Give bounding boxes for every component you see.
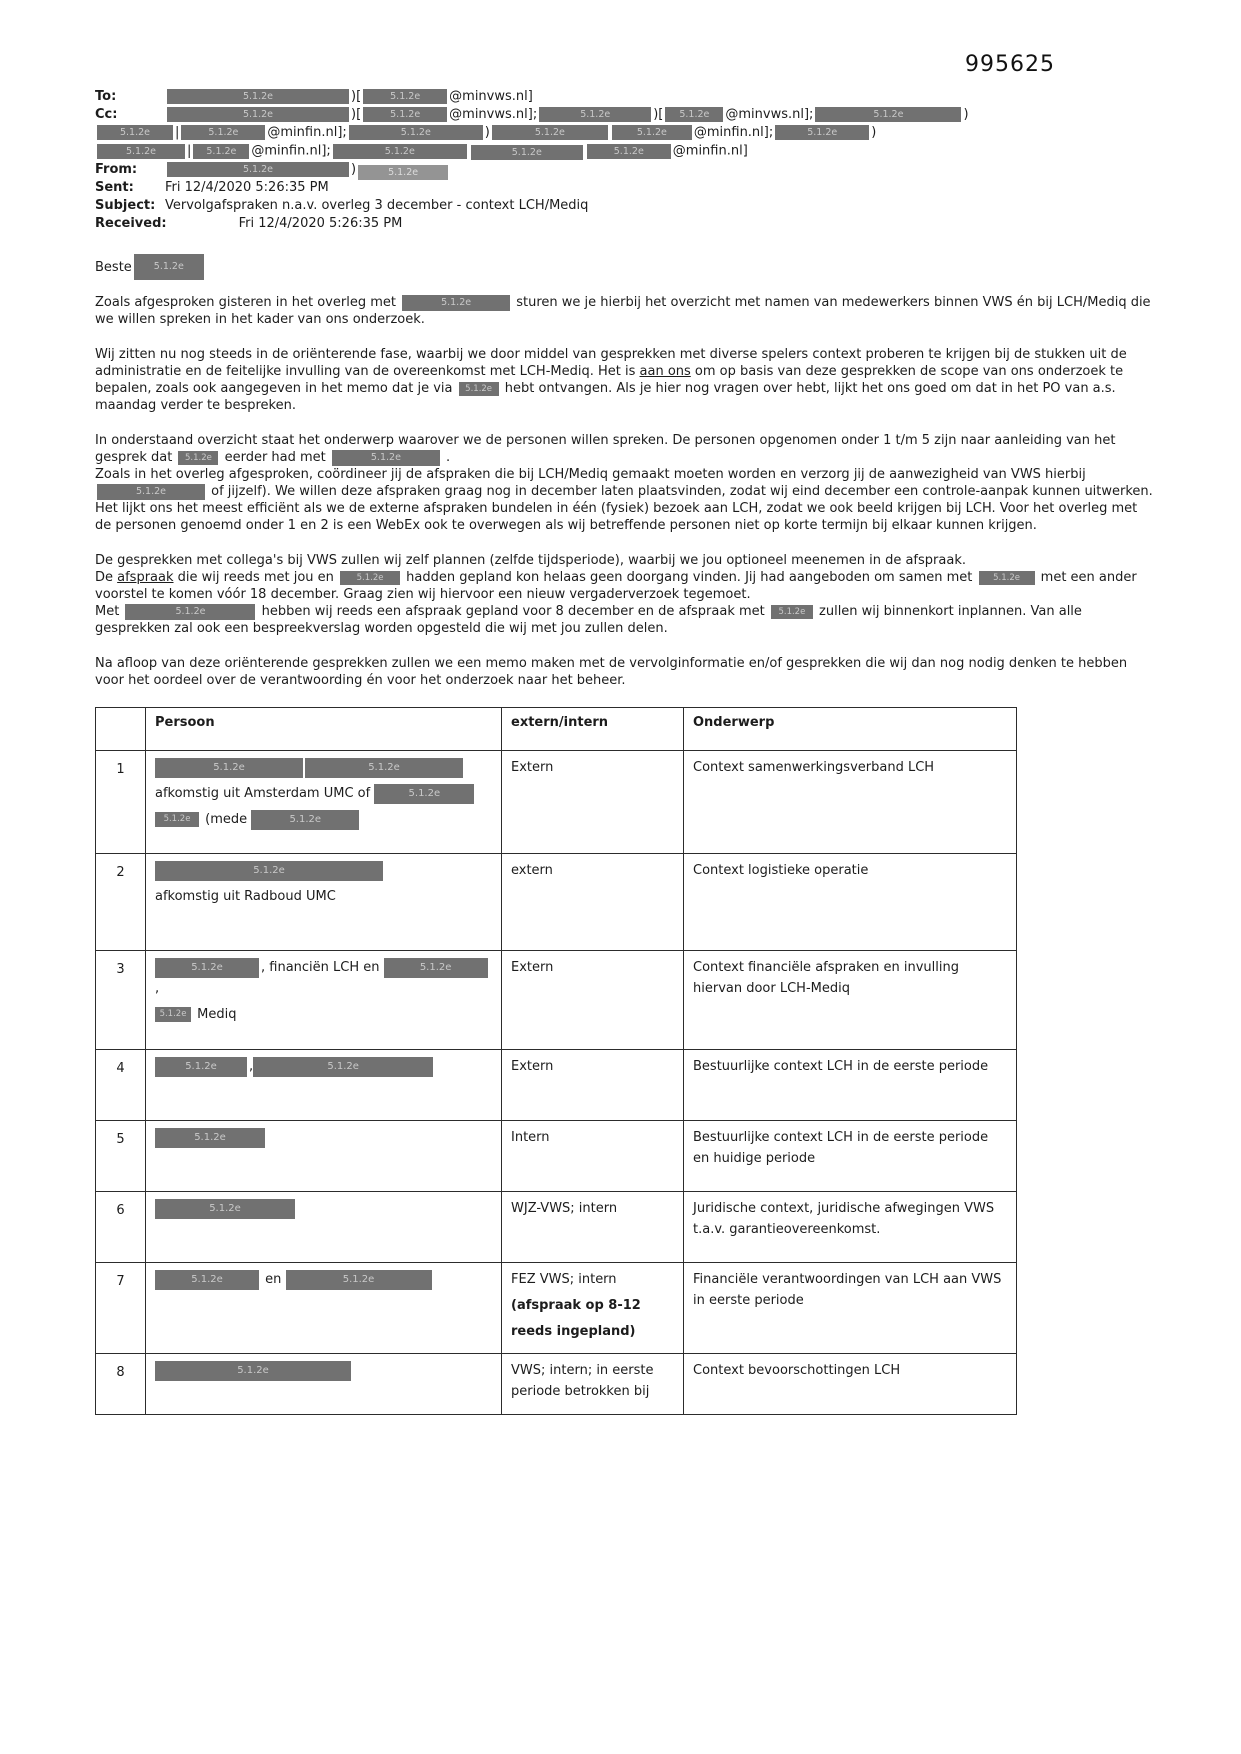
row-number-cell: 4: [96, 1050, 146, 1121]
table-row: [96, 1354, 1017, 1415]
text-fragment: ): [351, 162, 357, 177]
redaction-box: 5.1.2e: [167, 89, 349, 104]
extern-intern-cell: [502, 1050, 684, 1121]
text-fragment: De: [95, 570, 118, 585]
column-header-persoon: Persoon: [146, 708, 502, 751]
text-fragment: Bestuurlijke context LCH in de eerste periode en huidige periode: [693, 1130, 989, 1166]
text-fragment: In onderstaand overzicht staat het onderwerp waarover we de personen willen spreken. De personen opgenomen onder 1 t/m 5 zijn naar aanleiding van het gesprek dat: [95, 433, 1116, 465]
cell-line: [155, 1269, 492, 1290]
text-fragment: @minvws.nl];: [449, 107, 538, 122]
cell-line: [511, 1321, 674, 1342]
text-fragment: Context logistieke operatie: [693, 863, 869, 878]
text-fragment: @minfin.nl];: [251, 143, 331, 159]
subject-label: Subject:: [95, 198, 156, 213]
to-value: [165, 88, 1157, 105]
onderwerp-cell: [684, 751, 1017, 854]
onderwerp-cell: [684, 1050, 1017, 1121]
cc-label: Cc:: [95, 107, 118, 122]
overview-table: [95, 707, 1017, 1415]
text-fragment: zullen wij binnenkort inplannen. Van alle gesprekken zal ook een bespreekverslag worden opgesteld die wij met jou zullen delen.: [95, 604, 1082, 636]
redaction-box: 5.1.2e: [492, 125, 608, 140]
email-header: [95, 88, 1157, 232]
redaction-box: 5.1.2e: [155, 1057, 247, 1077]
text-fragment: .: [441, 450, 451, 465]
persoon-cell: [146, 1121, 502, 1192]
header-row-sent: [95, 179, 1157, 196]
redaction-box: 5.1.2e: [155, 812, 199, 827]
row-number-cell: 7: [96, 1263, 146, 1354]
redaction-box: 5.1.2e: [97, 484, 205, 500]
redaction-box: 5.1.2e: [979, 571, 1035, 585]
extern-intern-cell: [502, 751, 684, 854]
text-fragment: ,: [249, 1059, 254, 1074]
cell-line: [511, 1056, 674, 1077]
header-row-to: [95, 88, 1157, 105]
text-fragment: |: [175, 125, 180, 140]
text-fragment: @minvws.nl]: [449, 89, 533, 104]
row-number-cell: 6: [96, 1192, 146, 1263]
text-fragment: VWS; intern; in eerste periode betrokken bij: [511, 1363, 654, 1399]
persoon-cell: [146, 1050, 502, 1121]
text-fragment: Mediq: [193, 1007, 237, 1022]
text-fragment: )[: [351, 107, 362, 122]
redaction-box: 5.1.2e: [155, 1007, 191, 1022]
extern-intern-cell: [502, 854, 684, 951]
redaction-box: 5.1.2e: [459, 382, 499, 396]
text-fragment: )[: [653, 107, 664, 122]
table-row: [96, 854, 1017, 951]
text-fragment: @minvws.nl];: [725, 107, 814, 122]
cell-line: [155, 1127, 492, 1148]
text-fragment: Beste: [95, 260, 132, 275]
to-label: To:: [95, 89, 117, 104]
cell-line: [693, 1360, 1007, 1381]
redaction-box: 5.1.2e: [402, 295, 510, 311]
text-fragment: ): [484, 125, 490, 140]
column-header-number: [96, 708, 146, 751]
redaction-box: 5.1.2e: [134, 254, 204, 280]
text-fragment: WJZ-VWS; intern: [511, 1201, 618, 1216]
text-fragment: afkomstig uit Amsterdam UMC of: [155, 786, 375, 801]
redaction-box: 5.1.2e: [775, 125, 869, 140]
cell-line: [155, 783, 492, 804]
cell-line: [511, 1295, 674, 1316]
row-number-cell: 2: [96, 854, 146, 951]
table-row: [96, 1121, 1017, 1192]
redaction-box: 5.1.2e: [251, 810, 359, 830]
subject-value: [165, 197, 1157, 214]
extern-intern-cell: [502, 1121, 684, 1192]
redaction-box: 5.1.2e: [193, 144, 249, 159]
column-header-extern-intern: extern/intern: [502, 708, 684, 751]
text-fragment: hebt ontvangen. Als je hier nog vragen over hebt, lijkt het ons goed om dat in het PO van a.s. maandag verder te bespreken.: [95, 381, 1116, 413]
text-fragment: @minfin.nl];: [267, 125, 347, 140]
text-fragment: reeds ingepland): [511, 1324, 636, 1339]
overview-table-body: [96, 751, 1017, 1415]
cell-line: [693, 1198, 1007, 1240]
cell-line: [155, 1360, 492, 1381]
cc-value-continued: [95, 142, 1157, 160]
onderwerp-cell: [684, 1121, 1017, 1192]
salutation: [95, 254, 1157, 280]
persoon-cell: [146, 854, 502, 951]
text-fragment: Intern: [511, 1130, 550, 1145]
cell-line: [693, 757, 1007, 778]
text-fragment: Met: [95, 604, 124, 619]
text-fragment: Vervolgafspraken n.a.v. overleg 3 december - context LCH/Mediq: [165, 198, 589, 213]
text-fragment: eerder had met: [220, 450, 330, 465]
text-fragment: Financiële verantwoordingen van LCH aan VWS in eerste periode: [693, 1272, 1002, 1308]
header-row-cc-continued: [95, 142, 1157, 160]
table-row: [96, 751, 1017, 854]
text-fragment: afspraak: [117, 570, 174, 585]
text-fragment: en: [261, 1272, 286, 1287]
cell-line: [155, 757, 492, 778]
onderwerp-cell: [684, 1354, 1017, 1415]
text-fragment: aan ons: [639, 364, 691, 379]
text-fragment: Bestuurlijke context LCH in de eerste periode: [693, 1059, 989, 1074]
text-fragment: Juridische context, juridische afwegingen VWS t.a.v. garantieovereenkomst.: [693, 1201, 995, 1237]
redaction-box: 5.1.2e: [363, 107, 447, 122]
cell-line: [693, 860, 1007, 881]
extern-intern-cell: [502, 1192, 684, 1263]
onderwerp-cell: [684, 951, 1017, 1050]
table-header-row: [96, 708, 1017, 751]
table-row: [96, 1050, 1017, 1121]
redaction-box: 5.1.2e: [771, 605, 813, 619]
redaction-box: 5.1.2e: [97, 125, 173, 140]
cell-line: [155, 886, 492, 907]
text-fragment: )[: [351, 89, 362, 104]
text-fragment: Na afloop van deze oriënterende gesprekken zullen we een memo maken met de vervolginformatie en/of gesprekken die wij dan nog nodig denken te hebben voor het oordeel over de verantwoording én voor het onderzoek naar het beheer.: [95, 656, 1128, 688]
redaction-box: 5.1.2e: [363, 89, 447, 104]
text-fragment: Zoals in het overleg afgesproken, coördineer jij de afspraken die bij LCH/Mediq gemaakt moeten worden en verzorg jij de aanwezigheid van VWS hierbij: [95, 467, 1086, 482]
persoon-cell: [146, 1192, 502, 1263]
table-row: [96, 951, 1017, 1050]
paragraph-memo-followup: [95, 655, 1157, 689]
text-fragment: Context bevoorschottingen LCH: [693, 1363, 901, 1378]
received-value: [167, 215, 1157, 232]
text-fragment: hadden gepland kon helaas geen doorgang vinden. Jij had aangeboden om samen met: [402, 570, 977, 585]
cell-line: [511, 1127, 674, 1148]
redaction-box: 5.1.2e: [305, 758, 463, 778]
header-row-received: [95, 215, 1157, 232]
persoon-cell: [146, 751, 502, 854]
header-row-from: [95, 161, 1157, 178]
cc-value: [165, 106, 1157, 123]
row-number-cell: 1: [96, 751, 146, 854]
redaction-box: 5.1.2e: [374, 784, 474, 804]
redaction-box: 5.1.2e: [155, 1128, 265, 1148]
text-fragment: Context financiële afspraken en invulling hiervan door LCH-Mediq: [693, 960, 959, 996]
sent-value: [165, 179, 1157, 196]
redaction-box: 5.1.2e: [155, 861, 383, 881]
text-fragment: (afspraak op 8-12: [511, 1298, 641, 1313]
from-value: [165, 161, 1157, 178]
redaction-box: 5.1.2e: [167, 107, 349, 122]
row-number-cell: 5: [96, 1121, 146, 1192]
row-number-cell: 8: [96, 1354, 146, 1415]
cell-line: [511, 957, 674, 978]
text-fragment: Context samenwerkingsverband LCH: [693, 760, 935, 775]
redaction-box: 5.1.2e: [587, 144, 671, 159]
cell-line: [155, 1198, 492, 1219]
column-header-onderwerp: Onderwerp: [684, 708, 1017, 751]
redaction-box: 5.1.2e: [333, 144, 467, 159]
onderwerp-cell: [684, 1192, 1017, 1263]
redaction-box: 5.1.2e: [125, 604, 255, 620]
cell-line: [693, 1127, 1007, 1169]
text-fragment: met een ander voorstel te komen vóór 18 december. Graag zien wij hiervoor een nieuw vergaderverzoek tegemoet.: [95, 570, 1137, 602]
redaction-box: 5.1.2e: [349, 125, 483, 140]
cell-line: [155, 1004, 492, 1025]
cell-line: [155, 1056, 492, 1077]
text-fragment: @minfin.nl];: [693, 125, 774, 140]
text-fragment: Extern: [511, 760, 554, 775]
text-fragment: ,: [155, 981, 160, 996]
text-fragment: extern: [511, 863, 553, 878]
text-fragment: , financiën LCH en: [261, 960, 384, 975]
text-fragment: De gesprekken met collega's bij VWS zullen wij zelf plannen (zelfde tijdsperiode), waarbij we jou optioneel meenemen in de afspraak.: [95, 553, 966, 568]
redaction-box: 5.1.2e: [167, 162, 349, 177]
text-fragment: Wij zitten nu nog steeds in de oriënterende fase, waarbij we door middel van gesprekken met diverse spelers context proberen te krijgen bij de stukken uit de administratie en de feitelijke invulling van de overeenkomst met LCH-Mediq. Het is: [95, 347, 1127, 379]
redaction-box: 5.1.2e: [471, 142, 583, 160]
redaction-box: 5.1.2e: [358, 165, 448, 180]
received-label: Received:: [95, 216, 167, 231]
redaction-box: 5.1.2e: [181, 125, 265, 140]
redaction-box: 5.1.2e: [384, 958, 488, 978]
sent-label: Sent:: [95, 180, 134, 195]
extern-intern-cell: [502, 1354, 684, 1415]
redaction-box: 5.1.2e: [155, 758, 303, 778]
text-fragment: sturen we je hierbij het overzicht met namen van medewerkers binnen VWS én bij LCH/Mediq die we willen spreken in het kader van ons onderzoek.: [95, 295, 1151, 327]
cell-line: [511, 1360, 674, 1402]
cell-line: [155, 809, 492, 830]
redaction-box: 5.1.2e: [286, 1270, 432, 1290]
cell-line: [155, 957, 492, 999]
redaction-box: 5.1.2e: [178, 451, 218, 465]
text-fragment: om op basis van deze gesprekken de scope van ons onderzoek te bepalen, zoals ook aangegeven in het memo dat je via: [95, 364, 1124, 396]
paragraph-planning: [95, 552, 1157, 637]
cell-line: [693, 957, 1007, 999]
persoon-cell: [146, 1263, 502, 1354]
from-label: From:: [95, 162, 138, 177]
redaction-box: 5.1.2e: [97, 144, 185, 159]
text-fragment: of jijzelf). We willen deze afspraken graag nog in december laten plaatsvinden, zodat wij eind december een controle-aanpak kunnen uitwerken. Het lijkt ons het meest efficiënt als we de externe afspraken bundelen in één (fysiek) bezoek aan LCH, zodat we ook beeld krijgen bij LCH. Voor het overleg met de personen genoemd onder 1 en 2 is een WebEx ook te overwegen als wij betreffende personen niet op korte termijn bij elkaar kunnen krijgen.: [95, 484, 1153, 533]
redaction-box: 5.1.2e: [815, 107, 961, 122]
persoon-cell: [146, 951, 502, 1050]
text-fragment: ): [963, 107, 969, 122]
document-content: [95, 88, 1157, 1415]
text-fragment: (mede: [201, 812, 252, 827]
extern-intern-cell: [502, 1263, 684, 1354]
table-row: [96, 1192, 1017, 1263]
extern-intern-cell: [502, 951, 684, 1050]
cell-line: [511, 757, 674, 778]
header-row-cc-continued: [95, 124, 1157, 141]
cell-line: [511, 1198, 674, 1219]
header-row-cc: [95, 106, 1157, 123]
cell-line: [693, 1269, 1007, 1311]
redaction-box: 5.1.2e: [155, 1199, 295, 1219]
redaction-box: 5.1.2e: [539, 107, 651, 122]
redaction-box: 5.1.2e: [332, 450, 440, 466]
persoon-cell: [146, 1354, 502, 1415]
text-fragment: Zoals afgesproken gisteren in het overleg met: [95, 295, 401, 310]
cell-line: [511, 860, 674, 881]
text-fragment: @minfin.nl]: [672, 143, 748, 159]
redaction-box: 5.1.2e: [253, 1057, 433, 1077]
cell-line: [511, 1269, 674, 1290]
text-fragment: |: [187, 143, 192, 159]
text-fragment: ): [871, 125, 877, 140]
cc-value-continued: [95, 124, 1157, 141]
cell-line: [155, 860, 492, 881]
text-fragment: FEZ VWS; intern: [511, 1272, 617, 1287]
paragraph-orienting-phase: [95, 346, 1157, 414]
onderwerp-cell: [684, 1263, 1017, 1354]
text-fragment: Fri 12/4/2020 5:26:35 PM: [238, 216, 403, 231]
redaction-box: 5.1.2e: [340, 571, 400, 585]
text-fragment: die wij reeds met jou en: [173, 570, 339, 585]
text-fragment: afkomstig uit Radboud UMC: [155, 889, 336, 904]
row-number-cell: 3: [96, 951, 146, 1050]
header-row-subject: [95, 197, 1157, 214]
document-id-number: 995625: [965, 52, 1055, 77]
onderwerp-cell: [684, 854, 1017, 951]
text-fragment: Extern: [511, 1059, 554, 1074]
text-fragment: hebben wij reeds een afspraak gepland voor 8 december en de afspraak met: [257, 604, 769, 619]
text-fragment: Fri 12/4/2020 5:26:35 PM: [165, 180, 329, 195]
text-fragment: Extern: [511, 960, 554, 975]
cell-line: [693, 1056, 1007, 1077]
redaction-box: 5.1.2e: [665, 107, 723, 122]
table-row: [96, 1263, 1017, 1354]
paragraph-table-explanation: [95, 432, 1157, 534]
redaction-box: 5.1.2e: [155, 958, 259, 978]
redaction-box: 5.1.2e: [155, 1361, 351, 1381]
redaction-box: 5.1.2e: [155, 1270, 259, 1290]
redaction-box: 5.1.2e: [612, 125, 692, 140]
paragraph-overview-intro: [95, 294, 1157, 328]
